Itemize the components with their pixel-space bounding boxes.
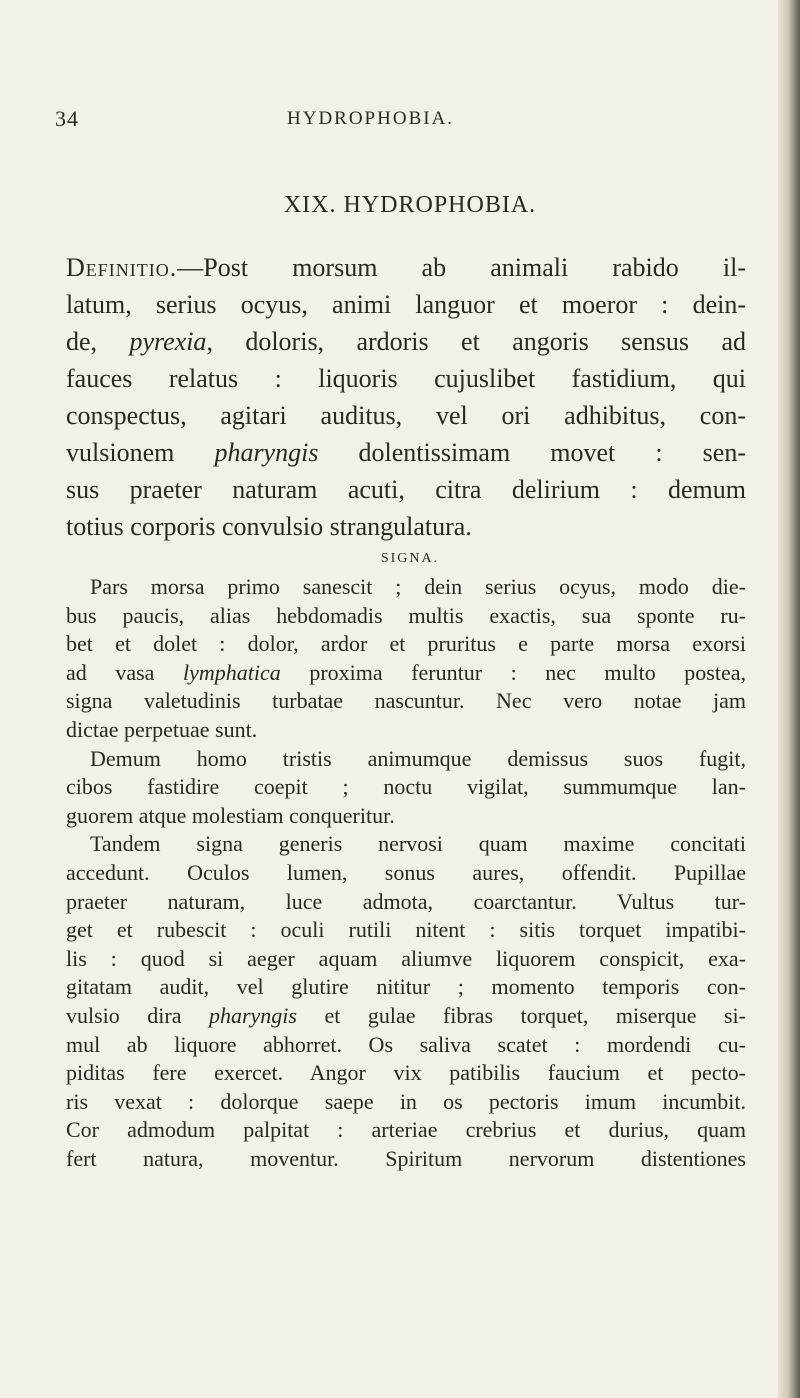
- definition-line: conspectus, agitari auditus, vel ori adhibitus, con-: [66, 401, 746, 430]
- signa-section: [66, 573, 746, 1173]
- definition-term-italic: pharyngis: [214, 438, 319, 467]
- definition-text: , doloris, ardoris et angoris sensus ad: [206, 327, 746, 356]
- chapter-title: XIX. HYDROPHOBIA.: [283, 192, 537, 218]
- signa-text: ad vasa: [66, 659, 183, 685]
- signa-line: fert natura, moventur. Spiritum nervorum distentiones: [66, 1145, 746, 1171]
- signa-line: Cor admodum palpitat : arteriae crebrius et durius, quam: [66, 1117, 746, 1143]
- signa-line: mul ab liquore abhorret. Os saliva scatet : mordendi cu-: [66, 1031, 746, 1057]
- signa-line: dictae perpetuae sunt.: [66, 716, 258, 742]
- signa-line: Demum homo tristis animumque demissus suos fugit,: [90, 745, 746, 771]
- signa-text: et gulae fibras torquet, miserque si-: [296, 1002, 746, 1028]
- signa-line: [66, 1002, 746, 1031]
- signa-text: vulsio dira: [66, 1002, 209, 1028]
- signa-line: ris vexat : dolorque saepe in os pectoris imum incumbit.: [66, 1088, 746, 1114]
- signa-line: accedunt. Oculos lumen, sonus aures, offendit. Pupillae: [66, 859, 746, 885]
- signa-term-italic: pharyngis: [208, 1002, 297, 1028]
- signa-line: praeter naturam, luce admota, coarctantur. Vultus tur-: [66, 888, 746, 914]
- signa-line: guorem atque molestiam conqueritur.: [66, 802, 395, 828]
- signa-line: Pars morsa primo sanescit ; dein serius ocyus, modo die-: [90, 574, 746, 599]
- signa-term-italic: lymphatica: [182, 659, 281, 685]
- definition-lead: Definitio.: [66, 253, 178, 282]
- definition-text: dolentissimam movet : sen-: [318, 438, 746, 467]
- signa-line: bet et dolet : dolor, ardor et pruritus e parte morsa exorsi: [66, 631, 746, 657]
- definition-line: totius corporis convulsio strangulatura.: [66, 512, 472, 541]
- page-number: 34: [55, 106, 79, 131]
- signa-line: cibos fastidire coepit ; noctu vigilat, summumque lan-: [66, 774, 746, 800]
- signa-text: proxima feruntur : nec multo postea,: [280, 659, 746, 685]
- signa-line: gitatam audit, vel glutire nititur ; momento temporis con-: [66, 974, 746, 1000]
- running-head: [0, 106, 800, 140]
- signa-line: piditas fere exercet. Angor vix patibilis faucium et pecto-: [66, 1060, 746, 1086]
- signa-line: get et rubescit : oculi rutili nitent : sitis torquet impatibi-: [66, 917, 746, 943]
- definition-line: [66, 323, 746, 360]
- signa-heading: SIGNA.: [380, 551, 440, 566]
- definition-line: latum, serius ocyus, animi languor et moeror : dein-: [66, 290, 746, 319]
- definition-term-italic: pyrexia: [129, 327, 207, 356]
- definition-text: de,: [66, 327, 130, 356]
- definition-line: [66, 249, 746, 286]
- signa-line: [66, 659, 746, 688]
- signa-paragraph: [66, 745, 746, 831]
- signa-paragraph: [66, 830, 746, 1173]
- signa-line: Tandem signa generis nervosi quam maxime concitati: [90, 831, 746, 857]
- signa-line: bus paucis, alias hebdomadis multis exactis, sua sponte ru-: [66, 602, 746, 628]
- signa-line: lis : quod si aeger aquam aliumve liquorem conspicit, exa-: [66, 945, 746, 971]
- definition-line: sus praeter naturam acuti, citra delirium : demum: [66, 475, 746, 504]
- signa-line: signa valetudinis turbatae nascuntur. Nec vero notae jam: [66, 688, 746, 714]
- running-title: HYDROPHOBIA.: [287, 108, 455, 129]
- definition-line: fauces relatus : liquoris cujuslibet fastidium, qui: [66, 364, 746, 393]
- definition-paragraph: [66, 249, 746, 545]
- signa-paragraph: [66, 573, 746, 745]
- definition-text: —Post morsum ab animali rabido il-: [177, 253, 746, 282]
- definition-line: [66, 434, 746, 471]
- definition-text: vulsionem: [66, 438, 215, 467]
